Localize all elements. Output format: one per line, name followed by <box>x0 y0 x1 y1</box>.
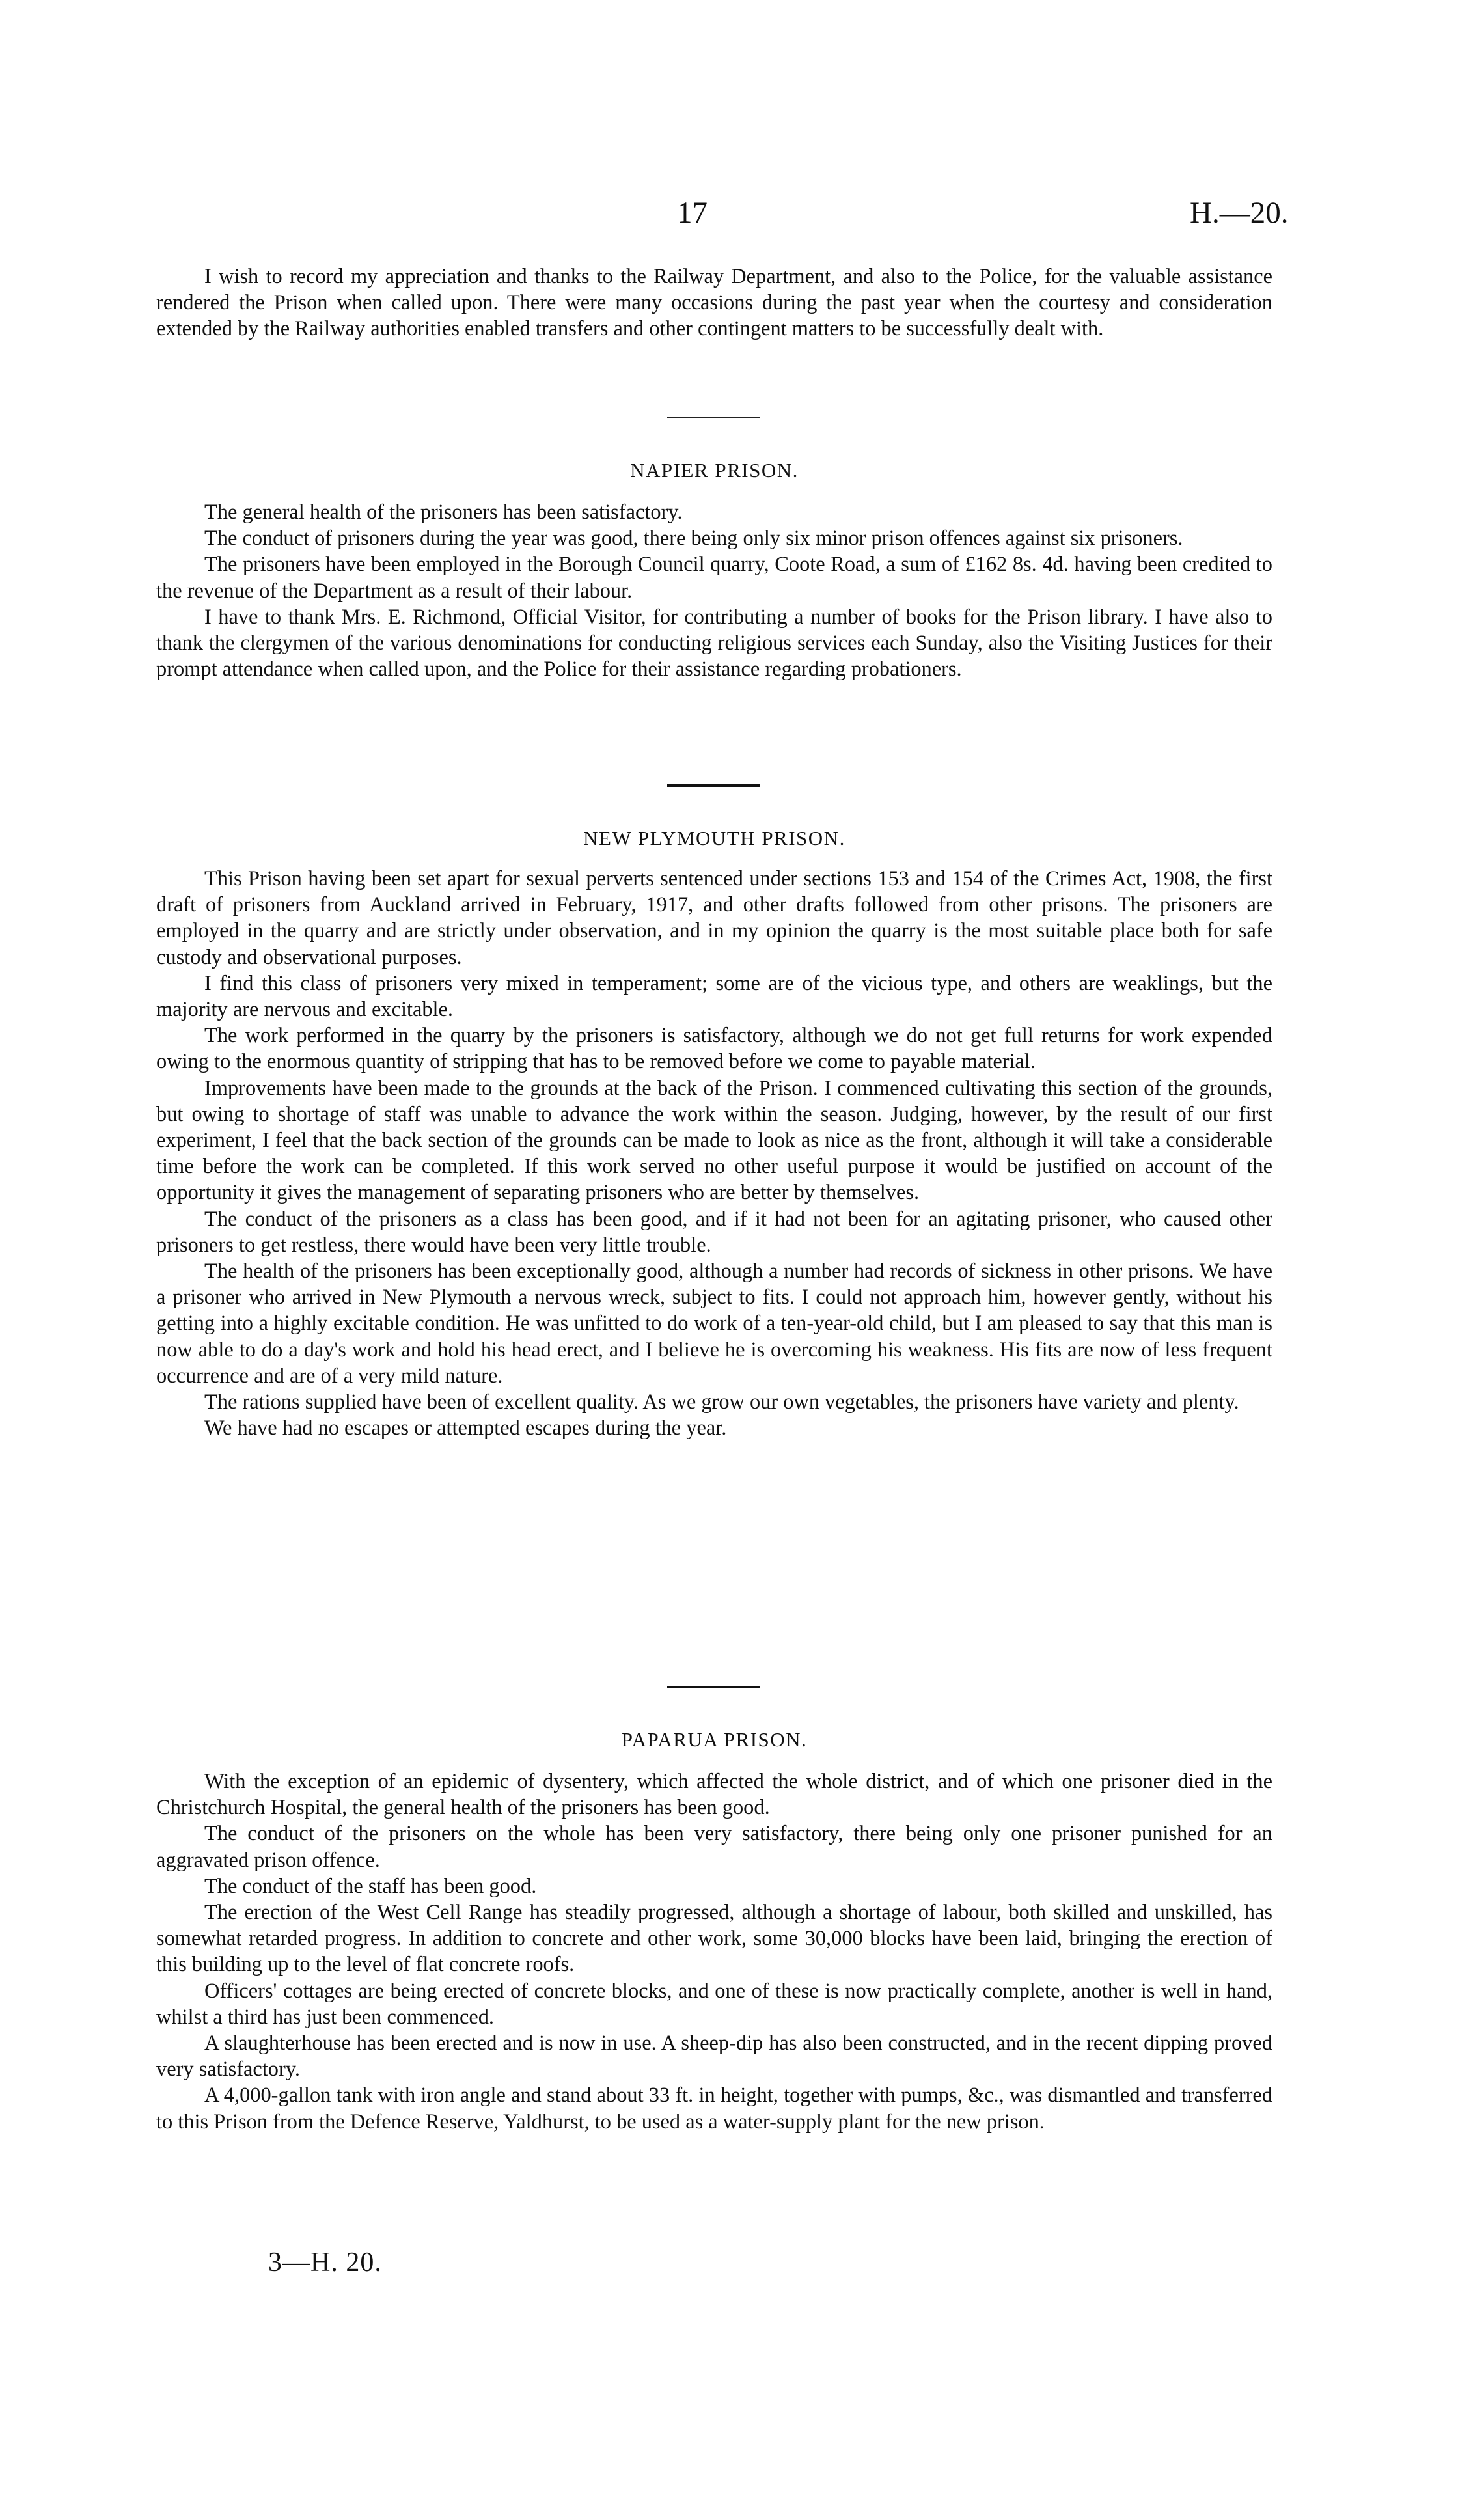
document-reference: H.—20. <box>1190 196 1289 230</box>
paragraph: I wish to record my appreciation and thanks to the Railway Department, and also to the Police, for the valuable assistance rendered the Prison when called upon. There were many occasions during the past year when the courtesy and consideration extended by the Railway authorities enabled transfers and other contingent matters to be successfully dealt with. <box>156 265 1272 341</box>
paragraph: With the exception of an epidemic of dysentery, which affected the whole district, and of which one prisoner died in the Christchurch Hospital, the general health of the prisoners has been good. <box>156 1770 1272 1820</box>
signature-mark: 3—H. 20. <box>268 2248 382 2278</box>
paragraph: I have to thank Mrs. E. Richmond, Official Visitor, for contributing a number of books for the Prison library. I have also to thank the clergymen of the various denominations for conducting religious services each Sunday, also the Visiting Justices for their prompt attendance when called upon, and the Police for their assistance regarding probationers. <box>156 605 1272 682</box>
section-divider <box>667 417 760 418</box>
paragraph: Officers' cottages are being erected of concrete blocks, and one of these is now practically complete, another is well in hand, whilst a third has just been commenced. <box>156 1979 1272 2029</box>
paragraph: This Prison having been set apart for sexual perverts sentenced under sections 153 and 154 of the Crimes Act, 1908, the first draft of prisoners from Auckland arrived in February, 1917, and other drafts followed from other prisons. The prisoners are employed in the quarry and are strictly under observation, and in my opinion the quarry is the most suitable place both for safe custody and observational purposes. <box>156 867 1272 969</box>
intro-section <box>156 264 1272 342</box>
paragraph: Improvements have been made to the grounds at the back of the Prison. I commenced cultivating this section of the grounds, but owing to shortage of staff was unable to advance the work within the season. Judging, however, by the result of our first experiment, I feel that the back section of the grounds can be made to look as nice as the front, although it will take a considerable time before the work can be completed. If this work served no other useful purpose it would be justified on account of the opportunity it gives the management of separating prisoners who are better by themselves. <box>156 1076 1272 1205</box>
napier-heading: NAPIER PRISON. <box>630 459 799 482</box>
new-plymouth-section <box>156 866 1272 1441</box>
paragraph: The work performed in the quarry by the prisoners is satisfactory, although we do not get full returns for work expended owing to the enormous quantity of stripping that has to be removed before we come to payable material. <box>156 1024 1272 1074</box>
paragraph: The conduct of the staff has been good. <box>204 1874 537 1898</box>
napier-section <box>156 499 1272 682</box>
section-divider <box>667 1686 760 1688</box>
paragraph: I find this class of prisoners very mixed in temperament; some are of the vicious type, and others are weaklings, but the majority are nervous and excitable. <box>156 971 1272 1022</box>
paragraph: A slaughterhouse has been erected and is now in use. A sheep-dip has also been constructed, and in the recent dipping proved very satisfactory. <box>156 2031 1272 2082</box>
paragraph: The health of the prisoners has been exceptionally good, although a number had records of sickness in other prisons. We have a prisoner who arrived in New Plymouth a nervous wreck, subject to fits. I could not approach him, however gently, without his getting into a highly excitable condition. He was unfitted to do work of a ten-year-old child, but I am pleased to say that this man is now able to do a day's work and hold his head erect, and I believe he is overcoming his weakness. His fits are now of less frequent occurrence and are of a very mild nature. <box>156 1260 1272 1388</box>
page-number: 17 <box>677 196 708 230</box>
paragraph: The erection of the West Cell Range has steadily progressed, although a shortage of labour, both skilled and unskilled, has somewhat retarded progress. In addition to concrete and other work, some 30,000 blocks have been laid, bringing the erection of this building up to the level of flat concrete roofs. <box>156 1901 1272 1977</box>
paragraph: A 4,000-gallon tank with iron angle and stand about 33 ft. in height, together with pumps, &c., was dismantled and transferred to this Prison from the Defence Reserve, Yaldhurst, to be used as a water-supply plant for the new prison. <box>156 2084 1272 2134</box>
paragraph: We have had no escapes or attempted escapes during the year. <box>204 1416 727 1440</box>
paragraph: The general health of the prisoners has been satisfactory. <box>204 501 683 524</box>
paragraph: The prisoners have been employed in the Borough Council quarry, Coote Road, a sum of £162 8s. 4d. having been credited to the revenue of the Department as a result of their labour. <box>156 553 1272 603</box>
paragraph: The conduct of prisoners during the year was good, there being only six minor prison offences against six prisoners. <box>204 527 1183 551</box>
new-plymouth-heading: NEW PLYMOUTH PRISON. <box>583 827 845 849</box>
paragraph: The rations supplied have been of excellent quality. As we grow our own vegetables, the prisoners have variety and plenty. <box>204 1390 1239 1414</box>
paparua-section <box>156 1769 1272 2135</box>
paragraph: The conduct of the prisoners as a class has been good, and if it had not been for an agitating prisoner, who caused other prisoners to get restless, there would have been very little trouble. <box>156 1207 1272 1257</box>
page-header <box>0 195 1484 241</box>
paparua-heading: PAPARUA PRISON. <box>621 1728 808 1751</box>
paragraph: The conduct of the prisoners on the whole has been very satisfactory, there being only one prisoner punished for an aggravated prison offence. <box>156 1822 1272 1872</box>
section-divider <box>667 784 760 787</box>
